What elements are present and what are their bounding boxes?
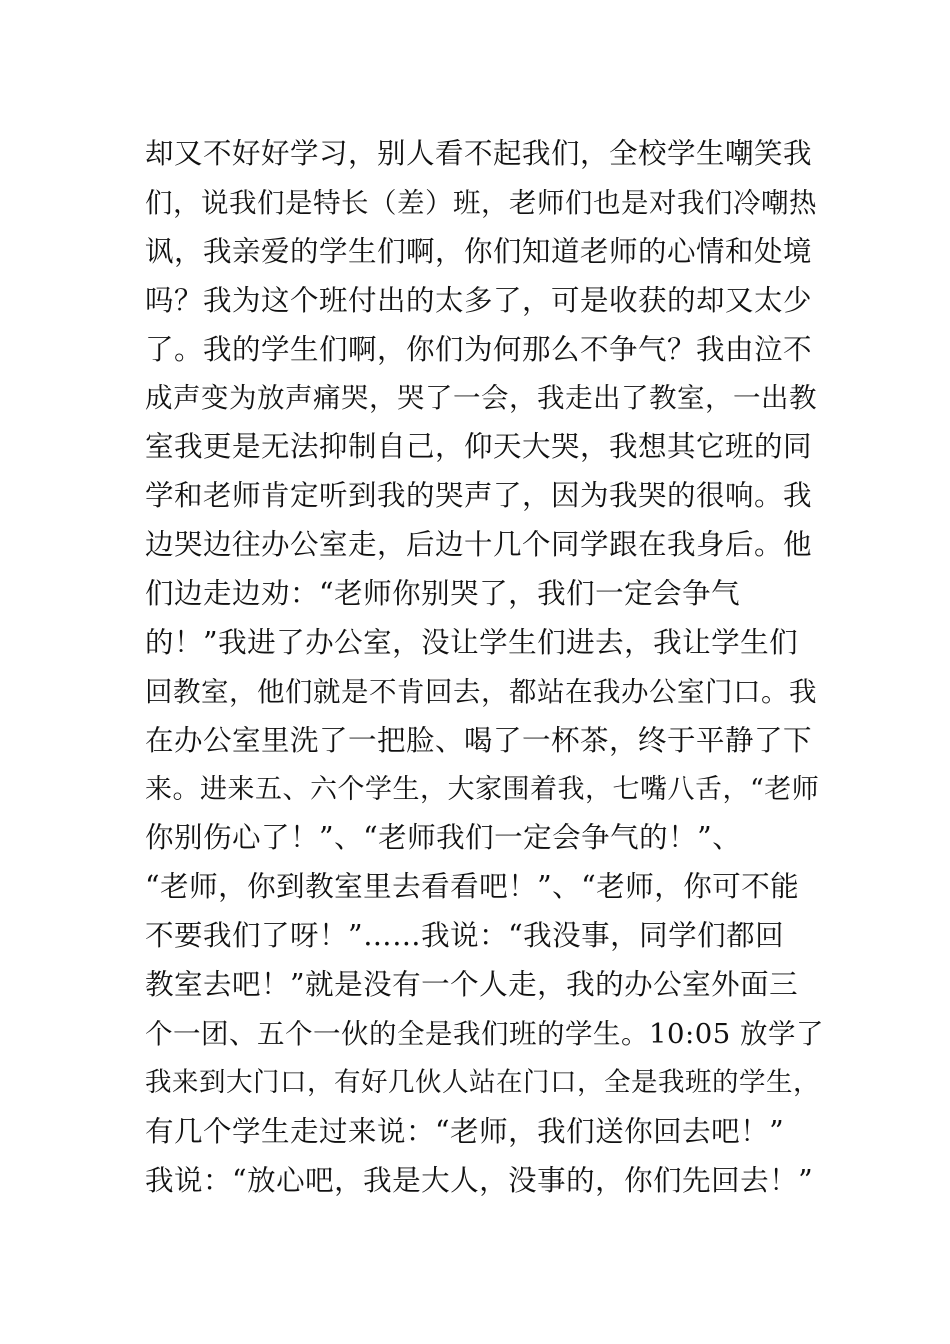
text-line: 讽，我亲爱的学生们啊，你们知道老师的心情和处境 [145,234,813,268]
text-line: 在办公室里洗了一把脸、喝了一杯茶，终于平静了下 [145,723,813,757]
text-line: 教室去吧！”就是没有一个人走，我的办公室外面三 [145,968,799,1002]
body-text [145,130,825,1206]
text-line: 个一团、五个一伙的全是我们班的学生。10:05 放学了 [145,1018,824,1051]
text-line: 你别伤心了！”、“老师我们一定会争气的！”、 [145,821,742,855]
text-line: 我来到大门口，有好几伙人站在门口，全是我班的学生， [145,1066,820,1098]
text-line: 们，说我们是特长（差）班，老师们也是对我们冷嘲热 [145,186,817,219]
text-line: 有几个学生走过来说：“老师，我们送你回去吧！” [145,1114,785,1148]
text-line: 边哭边往办公室走，后边十几个同学跟在我身后。他 [145,528,813,562]
text-line: 回教室，他们就是不肯回去，都站在我办公室门口。我 [145,675,817,708]
text-line: 不要我们了呀！”……我说：“我没事，同学们都回 [145,919,785,953]
text-line: 室我更是无法抑制自己，仰天大哭，我想其它班的同 [145,430,813,464]
text-line: 成声变为放声痛哭，哭了一会，我走出了教室，一出教 [145,382,817,415]
text-line: 学和老师肯定听到我的哭声了，因为我哭的很响。我 [145,479,813,513]
text-line: 吗？我为这个班付出的太多了，可是收获的却又太少 [145,283,813,317]
text-line: 来。进来五、六个学生，大家围着我，七嘴八舌，“老师 [145,773,820,805]
text-line: “老师，你到教室里去看看吧！”、“老师，你可不能 [145,870,800,904]
text-line: 了。我的学生们啊，你们为何那么不争气？我由泣不 [145,332,813,366]
text-line: 们边走边劝：“老师你别哭了，我们一定会争气 [145,577,741,611]
text-line: 却又不好好学习，别人看不起我们，全校学生嘲笑我 [145,137,813,170]
text-line: 的！”我进了办公室，没让学生们进去，我让学生们 [145,625,799,659]
text-line: 我说：“放心吧，我是大人，没事的，你们先回去！” [145,1163,814,1197]
